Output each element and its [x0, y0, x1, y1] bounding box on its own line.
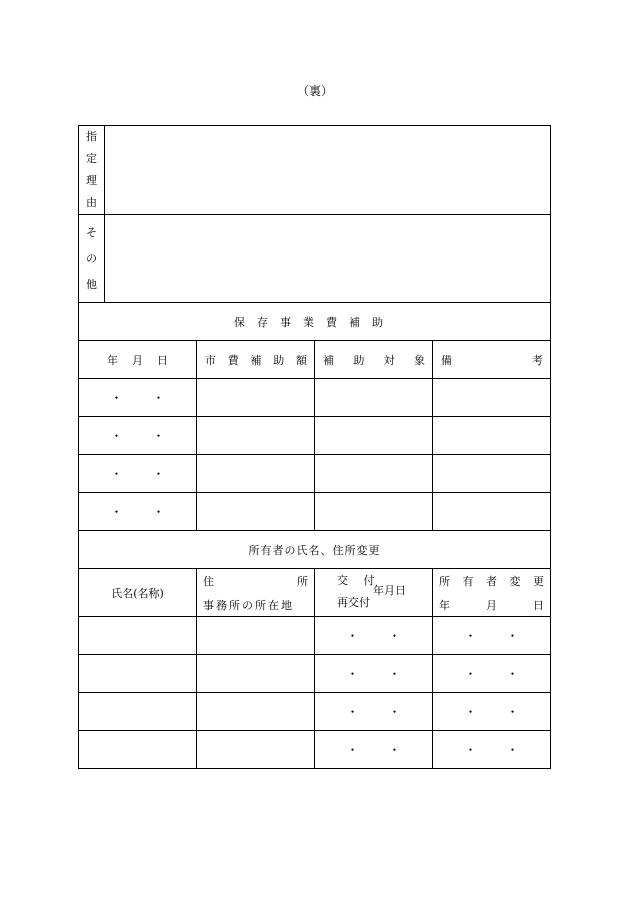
subsidy-remarks-cell[interactable]: [433, 455, 551, 493]
subsidy-amount-cell[interactable]: [197, 417, 315, 455]
subsidy-row: [79, 417, 551, 455]
other-field[interactable]: [105, 215, 551, 303]
subsidy-remarks-cell[interactable]: [433, 417, 551, 455]
subsidy-row: [79, 455, 551, 493]
subsidy-target-header: 補 助 対 象: [315, 341, 433, 379]
page-title: （裏）: [296, 84, 333, 98]
designation-label: 指 定 理 由: [79, 126, 105, 215]
owner-address-header: 住 所 事務所の所在地: [197, 569, 315, 617]
subsidy-target-cell[interactable]: [315, 455, 433, 493]
owner-change-date-cell[interactable]: ・ ・: [433, 693, 551, 731]
subsidy-row: [79, 493, 551, 531]
owner-change-date-cell[interactable]: ・ ・: [433, 617, 551, 655]
owner-name-cell[interactable]: [79, 655, 197, 693]
designation-reason-field[interactable]: [105, 126, 551, 215]
subsidy-row: [79, 379, 551, 417]
subsidy-target-cell[interactable]: [315, 493, 433, 531]
owner-name-cell[interactable]: [79, 617, 197, 655]
subsidy-target-cell[interactable]: [315, 417, 433, 455]
owner-address-cell[interactable]: [197, 655, 315, 693]
subsidy-date-cell[interactable]: ・ ・: [79, 417, 197, 455]
subsidy-remarks-cell[interactable]: [433, 379, 551, 417]
owner-row: [79, 731, 551, 769]
subsidy-amount-cell[interactable]: [197, 493, 315, 531]
subsidy-date-header: 年 月 日: [79, 341, 197, 379]
owner-address-cell[interactable]: [197, 617, 315, 655]
owner-change-date-cell[interactable]: ・ ・: [433, 731, 551, 769]
owner-row: [79, 617, 551, 655]
owner-section-title: 所有者の氏名、住所変更: [79, 531, 551, 569]
other-label: そ の 他: [79, 215, 105, 303]
owner-address-cell[interactable]: [197, 693, 315, 731]
owner-address-cell[interactable]: [197, 731, 315, 769]
owner-name-cell[interactable]: [79, 731, 197, 769]
subsidy-target-cell[interactable]: [315, 379, 433, 417]
owner-issue-date-cell[interactable]: ・ ・: [315, 617, 433, 655]
subsidy-remarks-cell[interactable]: [433, 493, 551, 531]
owner-issue-date-cell[interactable]: ・ ・: [315, 655, 433, 693]
subsidy-date-cell[interactable]: ・ ・: [79, 455, 197, 493]
owner-row: [79, 655, 551, 693]
subsidy-amount-cell[interactable]: [197, 379, 315, 417]
owner-name-cell[interactable]: [79, 693, 197, 731]
owner-header-row: [79, 569, 551, 617]
owner-row: [79, 693, 551, 731]
owner-name-header: 氏名(名称): [79, 569, 197, 617]
owner-issue-header: 交 付 年月日 再交付: [315, 569, 433, 617]
owner-change-header: 所 有 者 変 更 年 月 日: [433, 569, 551, 617]
subsidy-header-row: [79, 341, 551, 379]
designation-row: [79, 126, 551, 215]
subsidy-section-title: 保存事業費補助: [79, 303, 551, 341]
subsidy-amount-cell[interactable]: [197, 455, 315, 493]
subsidy-amount-header: 市 費 補 助 額: [197, 341, 315, 379]
owner-change-date-cell[interactable]: ・ ・: [433, 655, 551, 693]
subsidy-date-cell[interactable]: ・ ・: [79, 379, 197, 417]
registration-form-back: [78, 125, 551, 769]
subsidy-remarks-header: 備 考: [433, 341, 551, 379]
owner-issue-date-cell[interactable]: ・ ・: [315, 693, 433, 731]
other-row: [79, 215, 551, 303]
subsidy-date-cell[interactable]: ・ ・: [79, 493, 197, 531]
owner-issue-date-cell[interactable]: ・ ・: [315, 731, 433, 769]
